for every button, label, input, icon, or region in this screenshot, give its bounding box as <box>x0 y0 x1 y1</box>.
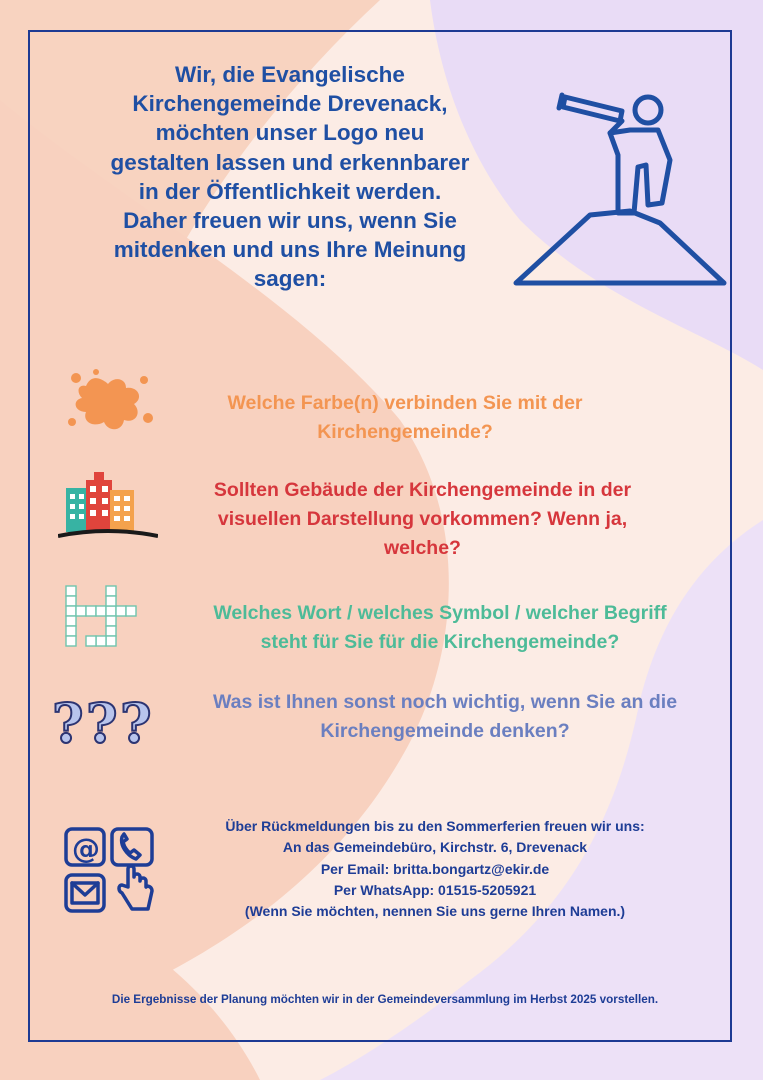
contact-note: (Wenn Sie möchten, nennen Sie uns gerne Ihren Namen.) <box>244 903 626 920</box>
intro-line: Daher freuen wir uns, wenn Sie <box>123 208 457 234</box>
footer-note: Die Ergebnisse der Planung möchten wir in der Gemeindeversammlung im Herbst 2025 vorstellen. <box>111 993 659 1006</box>
contact-address: An das Gemeindebüro, Kirchstr. 6, Drevenack <box>282 839 588 856</box>
buildings-icon <box>58 472 158 540</box>
question-colors <box>170 389 640 447</box>
intro-line: sagen: <box>253 266 327 292</box>
intro-line: in der Öffentlichkeit werden. <box>138 178 442 204</box>
intro-line: Wir, die Evangelische <box>175 62 405 87</box>
contact-whatsapp: Per WhatsApp: 01515-5205921 <box>333 881 537 898</box>
contact-email: Per Email: britta.bongartz@ekir.de <box>320 860 550 877</box>
svg-text:?: ? <box>120 691 152 752</box>
question-line: Welches Wort / welches Symbol / welcher Begriff <box>213 602 667 624</box>
contact-info <box>170 816 700 922</box>
contact-heading: Über Rückmeldungen bis zu den Sommerferien freuen wir uns: <box>225 818 645 834</box>
crossword-icon <box>62 584 142 656</box>
question-buildings <box>150 476 695 563</box>
question-other <box>150 688 740 746</box>
intro-line: mitdenken und uns Ihre Meinung <box>113 237 467 263</box>
svg-text:?: ? <box>86 691 118 752</box>
paint-splash-icon <box>64 366 154 436</box>
question-line: Was ist Ihnen sonst noch wichtig, wenn Sie an die <box>212 691 678 713</box>
question-marks-icon <box>50 688 158 752</box>
contact-channels-icon <box>62 825 162 921</box>
question-word-symbol <box>150 599 730 657</box>
question-line: Kirchengemeinde denken? <box>320 720 570 742</box>
svg-text:?: ? <box>52 691 84 752</box>
question-line: Welche Farbe(n) verbinden Sie mit der <box>227 392 583 414</box>
question-line: steht für Sie für die Kirchengemeinde? <box>260 631 620 653</box>
question-line: welche? <box>384 537 461 559</box>
question-line: visuellen Darstellung vorkommen? Wenn ja, <box>217 508 628 530</box>
intro-line: gestalten lassen und erkennbarer <box>110 149 470 175</box>
intro-text <box>50 60 530 294</box>
person-with-telescope-icon <box>510 85 735 290</box>
intro-line: möchten unser Logo neu <box>155 120 425 146</box>
intro-line: Kirchengemeinde Drevenack, <box>132 91 448 117</box>
svg-text:@: @ <box>72 832 100 865</box>
question-line: Sollten Gebäude der Kirchengemeinde in der <box>213 479 632 501</box>
question-line: Kirchengemeinde? <box>317 421 493 443</box>
